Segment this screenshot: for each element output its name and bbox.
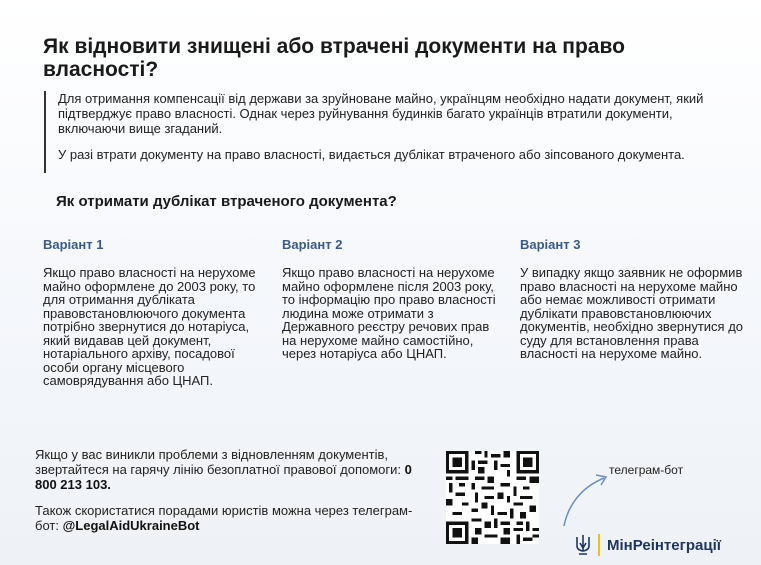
variant-3-label: Варіант 3	[520, 237, 581, 252]
hotline-phone[interactable]: 0 800 213 103.	[35, 462, 412, 492]
contact-block	[35, 447, 430, 544]
section-subtitle: Як отримати дублікат втраченого документа?	[56, 193, 397, 210]
intro-paragraph-2: У разі втрати документу на право власності, видається дублікат втраченого або зіпсованого документа.	[58, 147, 685, 162]
telegram-text: Також скористатися порадами юристів можна через телеграм-бот:	[35, 503, 413, 533]
variant-1-text: Якщо право власності на нерухоме майно оформлене до 2003 року, то для отримання дубліката правовстановлюючого документа потрібно звернутися до нотаріуса, який видавав цей документ, нотаріального архіву, посадової особи органу місцевого самоврядування або ЦНАП.	[43, 265, 256, 388]
variant-3	[520, 237, 744, 361]
arrow-icon	[560, 470, 612, 530]
intro-block	[44, 91, 718, 173]
telegram-bot-label: телеграм-бот	[609, 463, 684, 477]
variant-2	[282, 237, 506, 361]
telegram-paragraph	[35, 503, 430, 533]
variant-2-text: Якщо право власності на нерухоме майно оформлене після 2003 року, то інформацію про право власності людина може отримати з Державного реєстру речових прав на нерухоме майно самостійно, через нотаріуса або ЦНАП.	[282, 265, 496, 361]
trident-icon	[574, 534, 592, 556]
page-title: Як відновити знищені або втрачені документи на право власності?	[43, 35, 625, 81]
hotline-text: Якщо у вас виникли проблеми з відновленням документів, звертайтеся на гарячу лінію безоплатної правової допомоги:	[35, 447, 402, 477]
qr-code[interactable]	[446, 451, 539, 544]
variant-1	[43, 237, 267, 388]
logo-text: МінРеінтеграції	[607, 536, 721, 554]
telegram-bot-handle[interactable]: @LegalAidUkraineBot	[62, 518, 200, 533]
logo-divider	[598, 534, 600, 556]
variant-1-label: Варіант 1	[43, 237, 104, 252]
ministry-logo	[574, 534, 721, 556]
variant-3-text: У випадку якщо заявник не оформив право власності на нерухоме майно або немає можливості отримати дублікати правовстановлюючих документів, необхідно звернутися до суду для встановлення права власності на нерухоме майно.	[520, 265, 744, 361]
variant-2-label: Варіант 2	[282, 237, 343, 252]
intro-paragraph-1: Для отримання компенсації від держави за зруйноване майно, українцям необхідно надати документ, який підтверджує право власності. Однак через руйнування будинків багато українців втратили документи, включаючи вище згаданий.	[58, 91, 704, 136]
hotline-paragraph	[35, 447, 430, 492]
